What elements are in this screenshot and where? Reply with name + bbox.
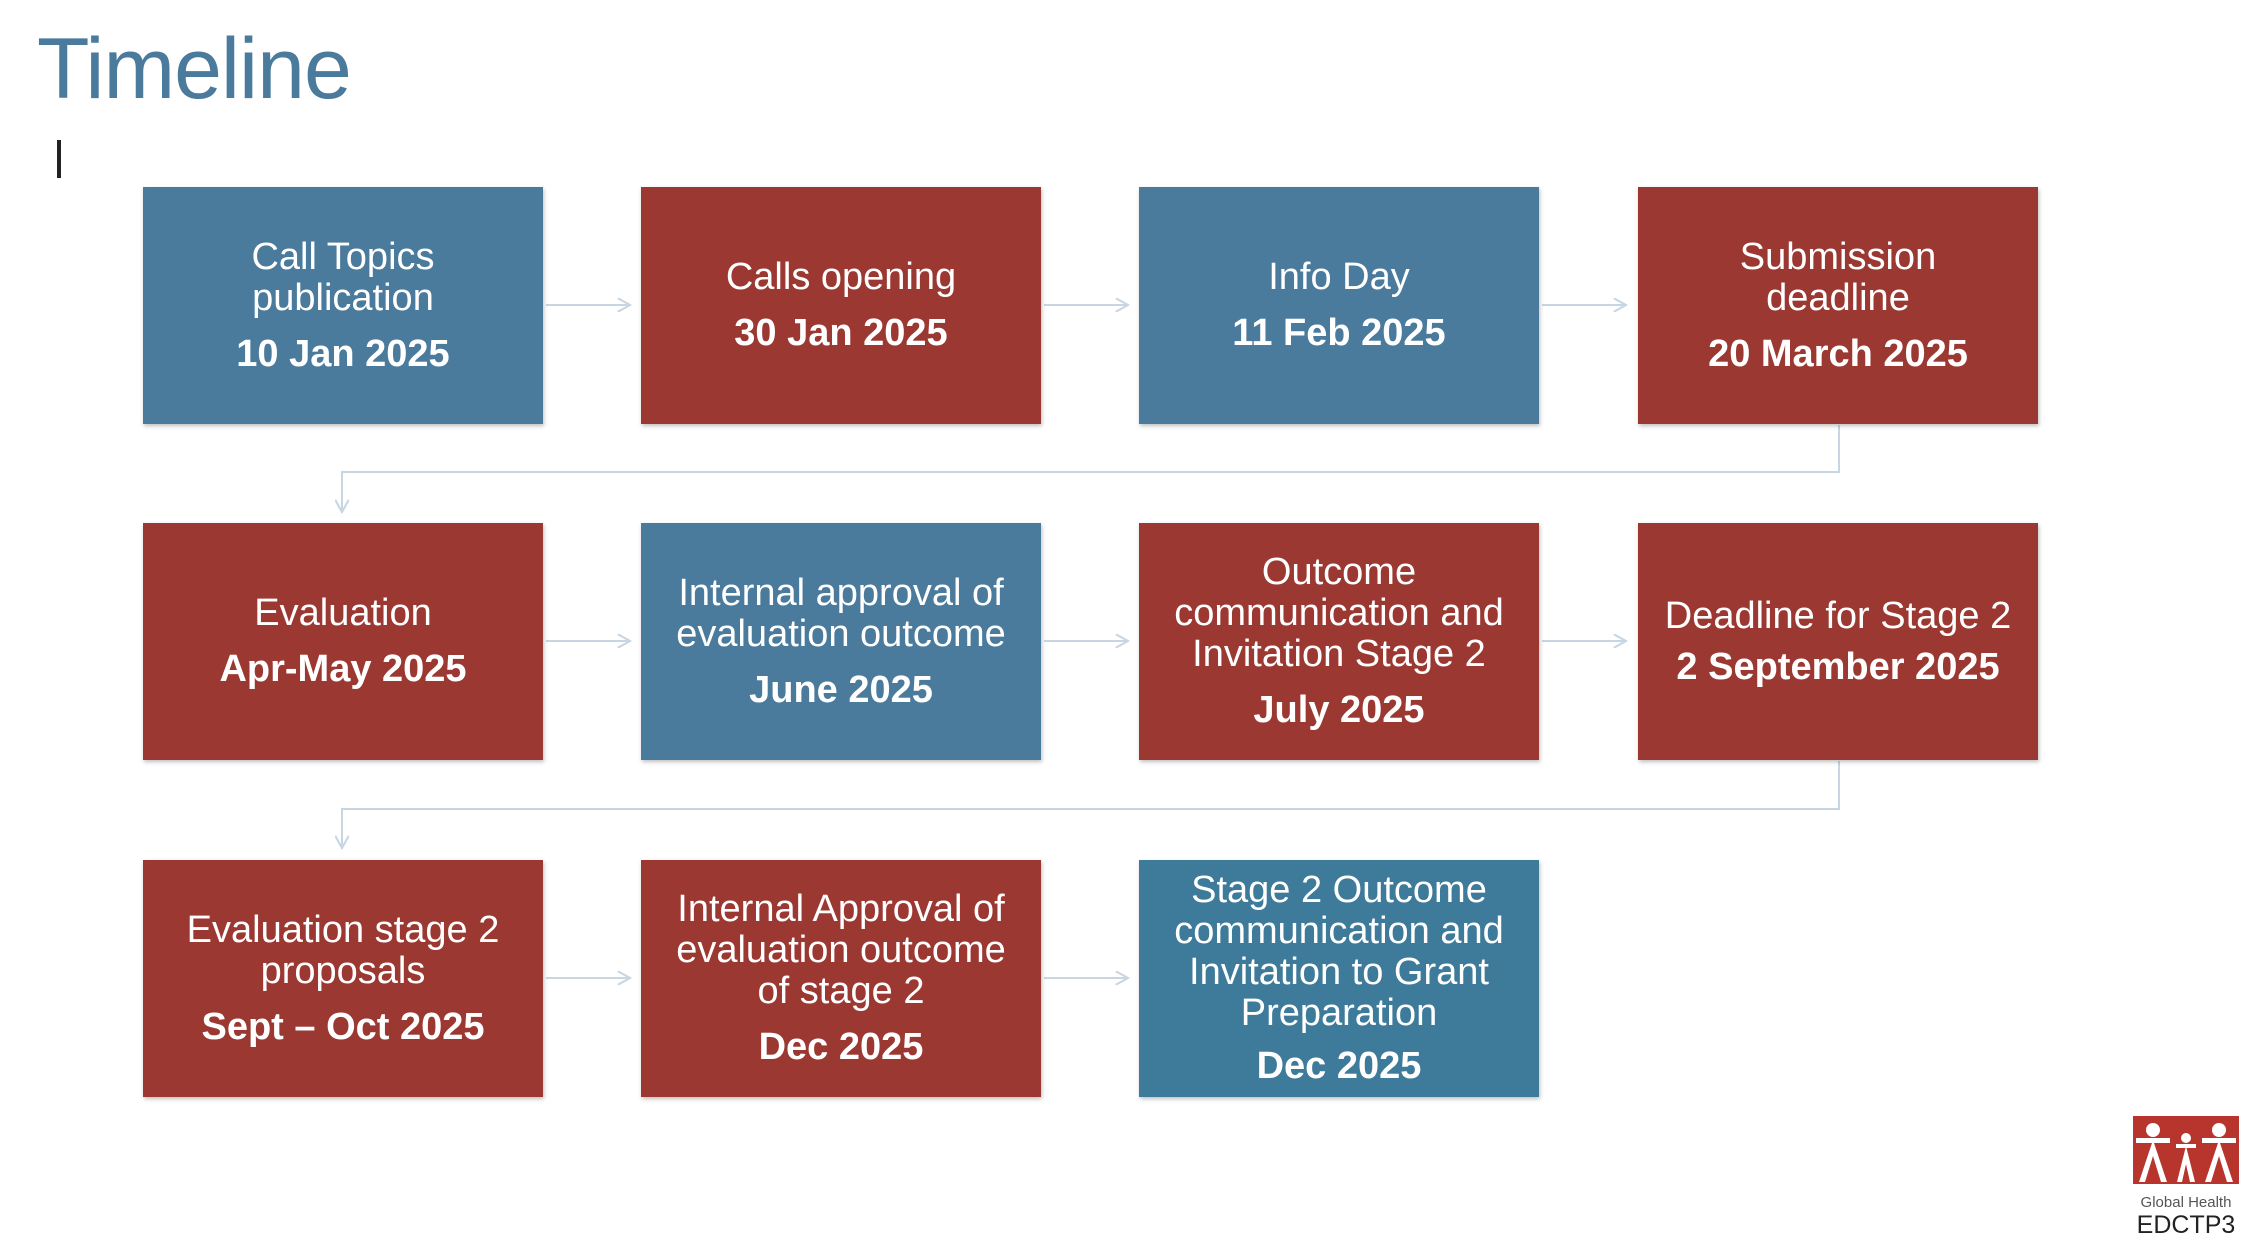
step-label: Deadline for Stage 2 <box>1664 594 2012 637</box>
step-label: Outcome communication and Invitation Stage 2 <box>1174 551 1504 675</box>
timeline-step-evaluation <box>143 523 543 760</box>
step-label: Internal approval of evaluation outcome <box>676 571 1006 655</box>
step-date: Dec 2025 <box>758 1026 924 1068</box>
timeline-step-internal-approval <box>641 523 1041 760</box>
timeline-step-evaluation-stage2 <box>143 860 543 1097</box>
step-date: Sept – Oct 2025 <box>201 1005 485 1048</box>
arrow-8-9 <box>342 761 1839 848</box>
timeline-step-info-day <box>1139 187 1539 424</box>
step-date: Dec 2025 <box>1256 1045 1422 1087</box>
page-title: Timeline <box>37 21 351 117</box>
timeline-step-stage2-outcome <box>1139 860 1539 1097</box>
step-label: Evaluation stage 2 proposals <box>186 908 500 992</box>
step-label: Call Topics publication <box>251 235 435 319</box>
step-label: Info Day <box>1268 256 1410 298</box>
edctp3-logo <box>2126 1104 2246 1238</box>
step-label: Submission deadline <box>1739 235 1937 319</box>
step-label: Evaluation <box>254 592 432 634</box>
step-date: 11 Feb 2025 <box>1232 312 1446 354</box>
timeline-step-submission-deadline <box>1638 187 2038 424</box>
step-date: July 2025 <box>1253 689 1425 731</box>
step-date: Apr-May 2025 <box>219 648 467 690</box>
step-label: Calls opening <box>725 256 957 298</box>
step-date: June 2025 <box>749 668 933 711</box>
timeline-step-internal-approval-stage2 <box>641 860 1041 1097</box>
timeline-step-outcome-communication <box>1139 523 1539 760</box>
timeline-step-call-topics <box>143 187 543 424</box>
logo-subtitle: Global Health <box>2140 1194 2232 1211</box>
timeline-step-stage2-deadline <box>1638 523 2038 760</box>
logo-name: EDCTP3 <box>2136 1211 2236 1239</box>
timeline-step-calls-opening <box>641 187 1041 424</box>
step-date: 2 September 2025 <box>1676 645 2000 688</box>
step-label: Stage 2 Outcome communication and Invitation to Grant Preparation <box>1174 869 1504 1034</box>
step-date: 20 March 2025 <box>1708 332 1968 375</box>
step-label: Internal Approval of evaluation outcome of stage 2 <box>676 888 1006 1012</box>
logo-figures-icon <box>2131 1104 2241 1186</box>
arrow-4-5 <box>342 425 1839 512</box>
step-date: 10 Jan 2025 <box>236 332 450 375</box>
step-date: 30 Jan 2025 <box>734 312 948 354</box>
